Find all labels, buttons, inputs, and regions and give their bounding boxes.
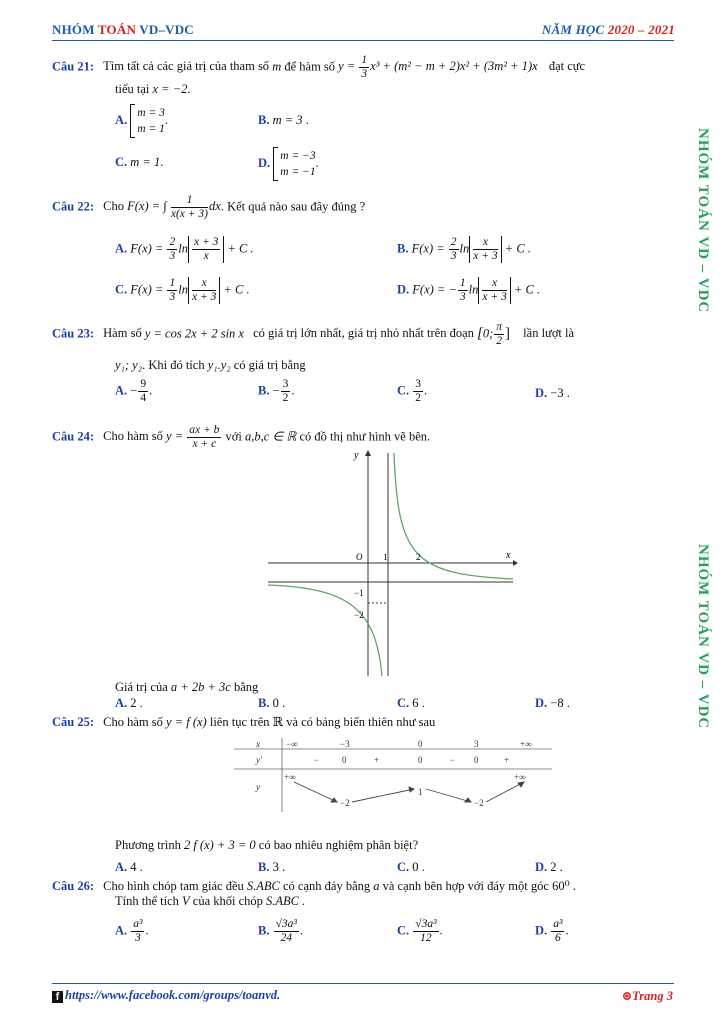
q21-label: Câu 21: — [52, 59, 95, 74]
option-label: D. — [258, 155, 271, 170]
q21-option-d[interactable]: D. m = −3 m = −1 . — [258, 147, 319, 181]
option-label: D. — [535, 923, 548, 938]
q22-option-c[interactable]: C. F(x) = $\frac{1}{3}$ ln $\frac{x}{x + 3}$ + C . — [115, 277, 250, 303]
q22-integral: F(x) = ∫ $\frac{1}{x(x + 3)}$ dx — [127, 194, 221, 220]
fraction-den: 2 — [282, 392, 289, 404]
option-label: D. — [535, 696, 548, 710]
option-value: 0 . — [412, 860, 425, 874]
option-label: D. — [397, 282, 410, 297]
q25-ask — [115, 838, 418, 853]
trend-arrow-down — [426, 789, 471, 802]
q26-pyramid: S.ABC . — [266, 894, 306, 908]
table-y-value: +∞ — [514, 772, 526, 782]
graph-branch-right — [394, 453, 513, 579]
option-label: C. — [397, 696, 410, 710]
option-label: C. — [397, 383, 410, 398]
q25-label: Câu 25: — [52, 715, 95, 729]
header-group-name — [52, 22, 194, 38]
q26-text: Tính thể tích — [115, 894, 179, 908]
q24-option-b[interactable] — [258, 696, 285, 711]
q21-option-c[interactable]: C. m = 1. — [115, 155, 164, 169]
q23-label: Câu 23: — [52, 326, 95, 341]
q22-option-a[interactable]: A. F(x) = $\frac{2}{3}$ ln $\frac{x + 3}{x}$ + C . — [115, 236, 254, 262]
q23-interval: [ — [477, 325, 483, 342]
system-line: m = 1 — [137, 123, 165, 135]
option-label: A. — [115, 923, 128, 938]
q24-label: Câu 24: — [52, 429, 95, 444]
x-axis-arrow — [513, 560, 518, 566]
system-bracket — [273, 147, 278, 181]
q24-option-d[interactable] — [535, 696, 570, 711]
q21-function: y = $\frac{1}{3}$ x³ + (m² − m + 2)x² + (3m² + 1)x — [338, 54, 538, 80]
year-label: NĂM HỌC — [541, 22, 608, 37]
option-label: A. — [115, 241, 128, 256]
option-label: B. — [258, 113, 270, 127]
q24-text: bằng — [233, 680, 259, 694]
side-watermark-top: NHÓM TOÁN VD – VDC — [695, 128, 711, 314]
q25-text: Phương trình — [115, 838, 181, 852]
option-value: 6 . — [412, 696, 425, 710]
option-label: B. — [258, 696, 270, 710]
option-label: C. — [115, 282, 128, 297]
trend-arrow-up — [352, 789, 414, 802]
table-sign: 0 — [474, 755, 479, 765]
page-number: ⊛Trang 3 — [621, 989, 673, 1003]
origin-label: O — [356, 552, 363, 562]
fraction-den: 6 — [555, 932, 561, 944]
q26-text: có cạnh đáy bằng — [283, 879, 371, 893]
fraction-num: a³ — [133, 918, 143, 930]
footer-url[interactable]: https://www.facebook.com/groups/toanvd. — [65, 988, 281, 1002]
q24-text: có đồ thị như hình vẽ bên. — [299, 429, 431, 444]
q23-option-b[interactable]: B. − $\frac{3}{2}$ . — [258, 378, 295, 404]
side-watermark-bottom: NHÓM TOÁN VD – VDC — [695, 544, 711, 730]
option-label: C. — [397, 923, 410, 938]
q26-text: và cạnh bên hợp với đáy một góc — [382, 879, 549, 893]
q21-text: tiểu tại — [115, 82, 150, 96]
footer-divider — [52, 983, 674, 984]
trend-arrow-down — [294, 782, 337, 802]
q23-product: y₁.y₂ — [207, 358, 231, 372]
q24-text: Giá trị của — [115, 680, 168, 694]
facebook-icon: f — [52, 991, 63, 1003]
header-group-part: TOÁN — [97, 22, 137, 37]
q26-angle: 60⁰ . — [552, 879, 576, 893]
y-axis-arrow — [365, 450, 371, 456]
option-label: C. — [115, 155, 128, 169]
q23-text: . Khi đó tích — [142, 358, 205, 372]
fraction-num: 9 — [140, 378, 147, 390]
option-label: B. — [258, 860, 270, 874]
q25-text: liên tục trên — [209, 715, 270, 729]
table-label-y: y — [256, 782, 260, 792]
q25-stem — [52, 714, 435, 730]
q25-function: y = f (x) — [166, 715, 207, 729]
q23-stem-cont — [115, 358, 306, 373]
q24-condition: a,b,c ∈ ℝ — [244, 429, 297, 444]
table-sign: + — [374, 755, 380, 765]
q21-text: Tìm tất cả các giá trị của tham số — [103, 59, 270, 74]
option-label: D. — [535, 860, 548, 874]
option-value: 2 . — [550, 860, 563, 874]
q25-set: ℝ — [272, 715, 284, 729]
q23-values: y₁; y₂ — [115, 358, 143, 372]
table-label-yprime: y′ — [256, 755, 262, 765]
q25-option-d[interactable] — [535, 860, 563, 875]
year-value: 2020 – 2021 — [607, 22, 675, 37]
option-label: C. — [397, 860, 410, 874]
fraction-den: 3 — [135, 932, 141, 944]
option-value: 0 . — [272, 696, 286, 710]
q26-text: của khối chóp — [192, 894, 263, 908]
q22-label: Câu 22: — [52, 199, 95, 214]
fraction-num: 3 — [415, 378, 422, 390]
q26-pyramid: S.ABC — [246, 879, 280, 893]
fraction-den: 4 — [140, 392, 147, 404]
fraction-den: 2 — [415, 392, 422, 404]
header-group-part: NHÓM — [52, 22, 98, 37]
option-value: 3 . — [272, 860, 286, 874]
table-sign: − — [314, 755, 320, 765]
table-x-value: −3 — [340, 739, 350, 749]
q21-condition: x = −2 — [152, 82, 188, 96]
fraction-den: 24 — [280, 932, 292, 944]
fraction-den: 12 — [420, 932, 432, 944]
tick-label-1: 1 — [383, 552, 388, 562]
q24-expression: a + 2b + 3c — [170, 680, 231, 694]
system-line: m = −1 — [280, 166, 316, 178]
header-divider — [52, 40, 674, 41]
arrow-head — [518, 782, 524, 787]
q25-equation: 2 f (x) + 3 = 0 — [183, 838, 256, 852]
table-sign: + — [504, 755, 510, 765]
q21-stem — [52, 54, 585, 81]
tick-label-2: 2 — [416, 552, 421, 562]
table-y-value: −2 — [474, 798, 484, 808]
q21-option-a[interactable]: A. m = 3 m = 1 . — [115, 104, 168, 138]
table-x-value: −∞ — [286, 739, 298, 749]
option-value: m = 1 — [130, 155, 161, 169]
q26-option-b[interactable]: B. $\frac{\text{√3a³}}{24}$ . — [258, 918, 303, 944]
q23-text: có giá trị bằng — [233, 358, 306, 372]
table-y-value: +∞ — [284, 772, 296, 782]
axis-label-x: x — [506, 550, 511, 561]
option-label: A. — [115, 696, 128, 710]
q26-option-a[interactable]: A. $\frac{\text{a³}}{3}$ . — [115, 918, 149, 944]
q22-option-b[interactable]: B. F(x) = $\frac{2}{3}$ ln $\frac{x}{x + 3}$ + C . — [397, 236, 531, 262]
q21-var: m — [272, 59, 282, 74]
option-value: −3 . — [550, 386, 570, 400]
fraction-num: √3a³ — [415, 918, 437, 930]
q23-stem: Câu 23: Hàm số y = cos 2x + 2 sin x có giá trị lớn nhất, giá trị nhỏ nhất trên đoạn [0; $\frac{\pi}{2}$ ] lần lượt là — [52, 321, 575, 347]
q22-option-d[interactable]: D. F(x) = − $\frac{1}{3}$ ln $\frac{x}{x + 3}$ + C . — [397, 277, 541, 303]
q26-label: Câu 26: — [52, 879, 95, 893]
trend-arrow-up — [486, 782, 524, 802]
q24-ask — [115, 680, 258, 695]
q23-option-c[interactable]: C. $\frac{3}{2}$ . — [397, 378, 428, 404]
graph-branch-left — [268, 585, 382, 676]
q26-text: Cho hình chóp tam giác đều — [103, 879, 244, 893]
table-label-x: x — [256, 739, 260, 749]
tick-label-neg1: −1 — [354, 588, 364, 598]
arrow-head — [465, 798, 471, 802]
option-label: A. — [115, 112, 128, 127]
q24-function: y = $\frac{ax + b}{x + c}$ — [166, 424, 220, 450]
q23-text: có giá trị lớn nhất, giá trị nhỏ nhất trên đoạn — [253, 326, 474, 341]
table-x-value: 3 — [474, 739, 479, 749]
q25-option-c[interactable] — [397, 860, 425, 875]
q23-function: y = cos 2x + 2 sin x — [144, 326, 244, 341]
table-sign: 0 — [418, 755, 423, 765]
option-value: 2 . — [130, 696, 143, 710]
q23-option-a[interactable]: A. − $\frac{9}{4}$ . — [115, 378, 153, 404]
system-line: m = −3 — [280, 150, 316, 162]
q26-stem-cont — [115, 894, 305, 909]
q22-text: . Kết quả nào sau đây đúng ? — [220, 199, 366, 214]
q23-option-d[interactable] — [535, 386, 570, 401]
q23-text: lần lượt là — [523, 326, 575, 341]
q26-stem — [52, 878, 576, 894]
option-label: B. — [397, 241, 409, 256]
q21-text: đạt cực — [548, 59, 586, 74]
option-label: A. — [115, 860, 128, 874]
table-y-value: 1 — [418, 787, 423, 797]
table-x-value: +∞ — [520, 739, 532, 749]
q26-var: a — [373, 879, 380, 893]
system-line: m = 3 — [137, 107, 165, 119]
fraction-num: a³ — [553, 918, 563, 930]
axis-label-y: y — [354, 450, 359, 461]
option-label: D. — [535, 386, 548, 400]
table-sign: − — [450, 755, 456, 765]
q25-option-a[interactable] — [115, 860, 143, 875]
table-y-value: −2 — [340, 798, 350, 808]
q25-text: và có bảng biến thiên như sau — [286, 715, 436, 729]
q24-text: với — [225, 429, 242, 444]
q21-stem-cont: tiểu tại x = −2. — [115, 82, 191, 96]
option-label: A. — [115, 383, 128, 398]
q24-option-c[interactable] — [397, 696, 425, 711]
option-label: B. — [258, 383, 270, 398]
table-x-value: 0 — [418, 739, 423, 749]
option-value: m = 3 — [272, 113, 303, 127]
header-school-year — [542, 22, 675, 38]
q22-text: Cho — [103, 199, 124, 214]
fraction-num: 3 — [282, 378, 289, 390]
q26-option-c[interactable]: C. $\frac{\text{√3a³}}{12}$ . — [397, 918, 443, 944]
q24-text: Cho hàm số — [103, 429, 163, 444]
q21-text: để hàm số — [284, 59, 336, 74]
q26-var: V — [182, 894, 190, 908]
q24-stem — [52, 424, 430, 451]
q26-option-d[interactable]: D. $\frac{\text{a³}}{6}$ . — [535, 918, 569, 944]
footer-link[interactable] — [52, 988, 280, 1003]
header-group-part: VD–VDC — [136, 22, 194, 37]
q24-graph — [268, 448, 518, 678]
q25-option-b[interactable] — [258, 860, 285, 875]
q25-variation-table — [234, 736, 554, 814]
system-bracket — [130, 104, 135, 138]
q22-stem — [52, 194, 365, 221]
option-value: −8 . — [550, 696, 570, 710]
arrow-head — [409, 787, 414, 792]
option-value: 4 . — [130, 860, 143, 874]
tick-label-neg2: −2 — [354, 610, 364, 620]
q25-text: Cho hàm số — [103, 715, 163, 729]
table-sign: 0 — [342, 755, 347, 765]
option-label: B. — [258, 923, 270, 938]
q24-option-a[interactable] — [115, 696, 143, 711]
q21-option-b[interactable]: B. m = 3 . — [258, 113, 309, 127]
fraction-num: √3a³ — [275, 918, 297, 930]
q25-text: có bao nhiêu nghiệm phân biệt? — [258, 838, 419, 852]
q23-text: Hàm số — [103, 326, 142, 341]
